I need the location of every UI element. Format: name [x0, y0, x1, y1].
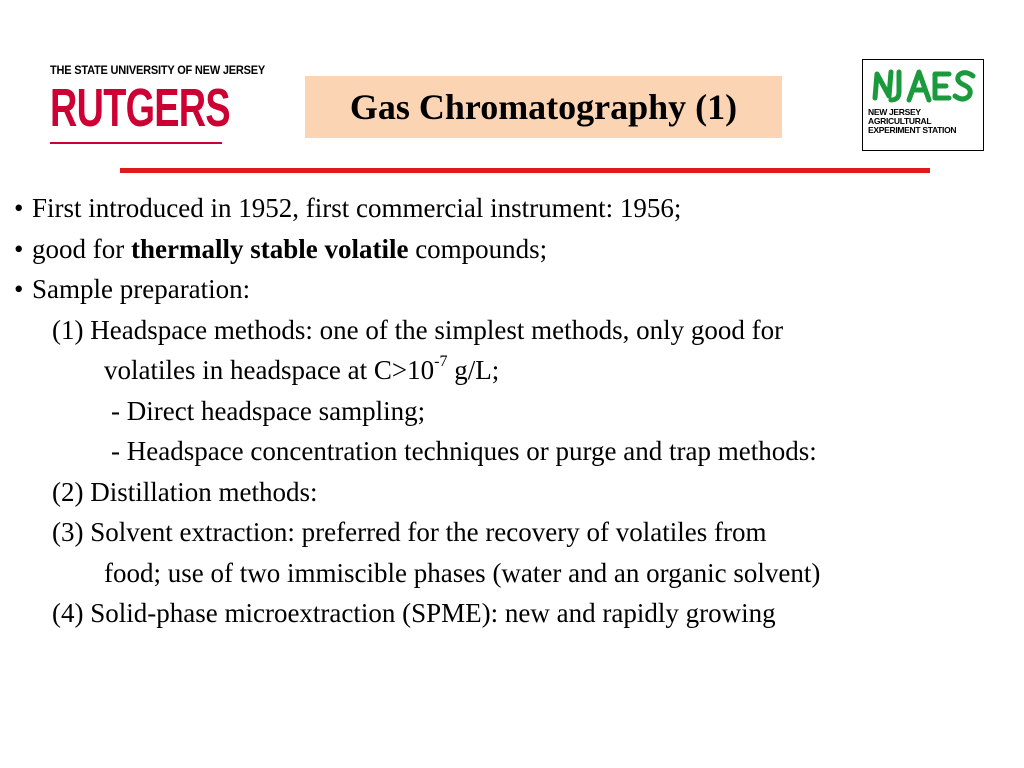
njaes-line: AGRICULTURAL	[868, 116, 932, 126]
slide-title: Gas Chromatography (1)	[349, 87, 738, 127]
sub-sub-item: - Direct headspace sampling;	[111, 395, 426, 426]
njaes-line: NEW JERSEY	[868, 107, 921, 117]
sub-item-continuation	[14, 350, 1019, 391]
bullet-item	[14, 269, 1019, 310]
njaes-logo	[862, 59, 984, 151]
slide-body	[14, 188, 1019, 634]
bullet-bold-text: thermally stable volatile	[130, 233, 409, 264]
rutgers-logo	[50, 64, 266, 146]
sub-item-text: g/L;	[447, 355, 500, 385]
sub-sub-item: - Headspace concentration techniques or purge and trap methods:	[111, 436, 817, 466]
njaes-line: EXPERIMENT STATION	[868, 125, 957, 135]
title-box	[305, 76, 782, 138]
sub-item: (3) Solvent extraction: preferred for the recovery of volatiles from	[52, 517, 767, 547]
sub-item-continuation: food; use of two immiscible phases (water and an organic solvent)	[104, 557, 821, 588]
rutgers-tagline: THE STATE UNIVERSITY OF NEW JERSEY	[50, 64, 266, 78]
njaes-text	[868, 108, 982, 135]
title-divider	[120, 168, 930, 173]
bullet-text: compounds;	[408, 233, 548, 264]
rutgers-underline	[50, 142, 222, 144]
rutgers-wordmark: RUTGERS	[50, 78, 230, 138]
exponent: -7	[434, 353, 448, 370]
sub-item-text: volatiles in headspace at C>10	[104, 355, 435, 385]
njaes-mark-icon	[869, 64, 979, 106]
bullet-text: Sample preparation:	[32, 274, 251, 304]
bullet-text: First introduced in 1952, first commercial instrument: 1956;	[32, 193, 682, 223]
bullet-icon: •	[14, 193, 24, 223]
bullet-icon: •	[14, 233, 24, 264]
sub-item: (4) Solid-phase microextraction (SPME): new and rapidly growing	[52, 598, 776, 628]
sub-item: (1) Headspace methods: one of the simplest methods, only good for	[52, 314, 784, 345]
bullet-text: good for	[32, 233, 131, 264]
bullet-item	[14, 229, 1019, 270]
sub-item: (2) Distillation methods:	[52, 476, 318, 507]
bullet-item	[14, 188, 1019, 229]
bullet-icon: •	[14, 274, 24, 304]
